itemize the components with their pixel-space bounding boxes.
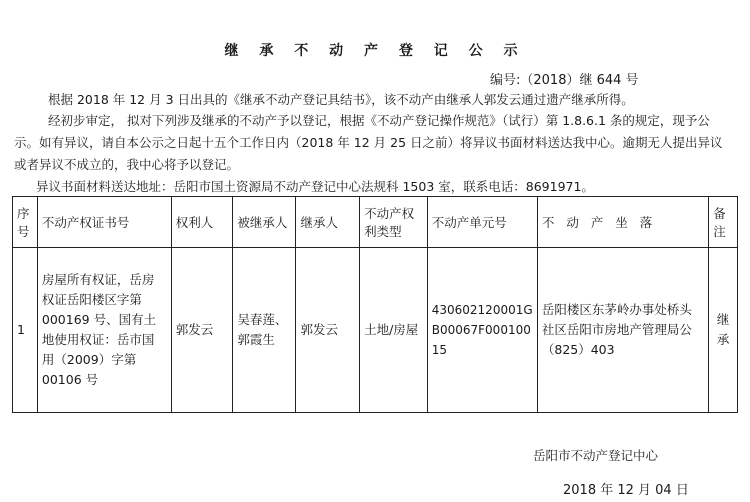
- paragraph-basis: 根据 2018 年 12 月 3 日出具的《继承不动产登记具结书》，该不动产由继承人郭发云通过遗产继承所得。: [48, 92, 634, 107]
- header-note: 备注: [709, 197, 738, 248]
- paragraph-objection-notice: 经初步审定， 拟对下列涉及继承的不动产予以登记，根据《不动产登记操作规范》（试行）第 1.8.6.1 条的规定，现予公示。如有异议，请自本公示之日起十五个工作日内（2018 年 12 月 25 日之前）将异议书面材料送达我中心。逾期无人提出异议或者异议不成立的，我中心将予以登记。: [14, 113, 723, 172]
- cell-note: 继承: [709, 248, 738, 413]
- paragraph-objection-address: 异议书面材料送达地址：岳阳市国土资源局不动产登记中心法规科 1503 室，联系电话：8691971。: [36, 179, 594, 194]
- issue-date: 2018 年 12 月 04 日: [563, 483, 689, 498]
- property-table: [12, 196, 738, 413]
- header-right-type: 不动产权利类型: [360, 197, 428, 248]
- issuing-organization: 岳阳市不动产登记中心: [533, 448, 659, 463]
- table-row: [13, 248, 738, 413]
- cell-cert: 房屋所有权证，岳房权证岳阳楼区字第 000169 号、国有土地使用权证：岳市国用（2009）字第 00106 号: [37, 248, 171, 413]
- cell-unit-number: 430602120001GB00067F00010015: [427, 248, 537, 413]
- header-no: 序号: [13, 197, 38, 248]
- document-number: 编号:（2018）继 644 号: [490, 73, 639, 88]
- header-unit-number: 不动产单元号: [427, 197, 537, 248]
- cell-no: 1: [13, 248, 38, 413]
- header-decedent: 被继承人: [233, 197, 296, 248]
- header-location: 不 动 产 坐 落: [537, 197, 708, 248]
- cell-decedent: 吴春莲、郭霞生: [233, 248, 296, 413]
- header-owner: 权利人: [171, 197, 233, 248]
- cell-location: 岳阳楼区东茅岭办事处桥头社区岳阳市房地产管理局公（825）403: [537, 248, 708, 413]
- cell-owner: 郭发云: [171, 248, 233, 413]
- cell-right-type: 土地/房屋: [360, 248, 428, 413]
- header-heir: 继承人: [296, 197, 360, 248]
- cell-heir: 郭发云: [296, 248, 360, 413]
- notice-title: 继 承 不 动 产 登 记 公 示: [224, 43, 526, 59]
- header-cert: 不动产权证书号: [37, 197, 171, 248]
- table-header-row: [13, 197, 738, 248]
